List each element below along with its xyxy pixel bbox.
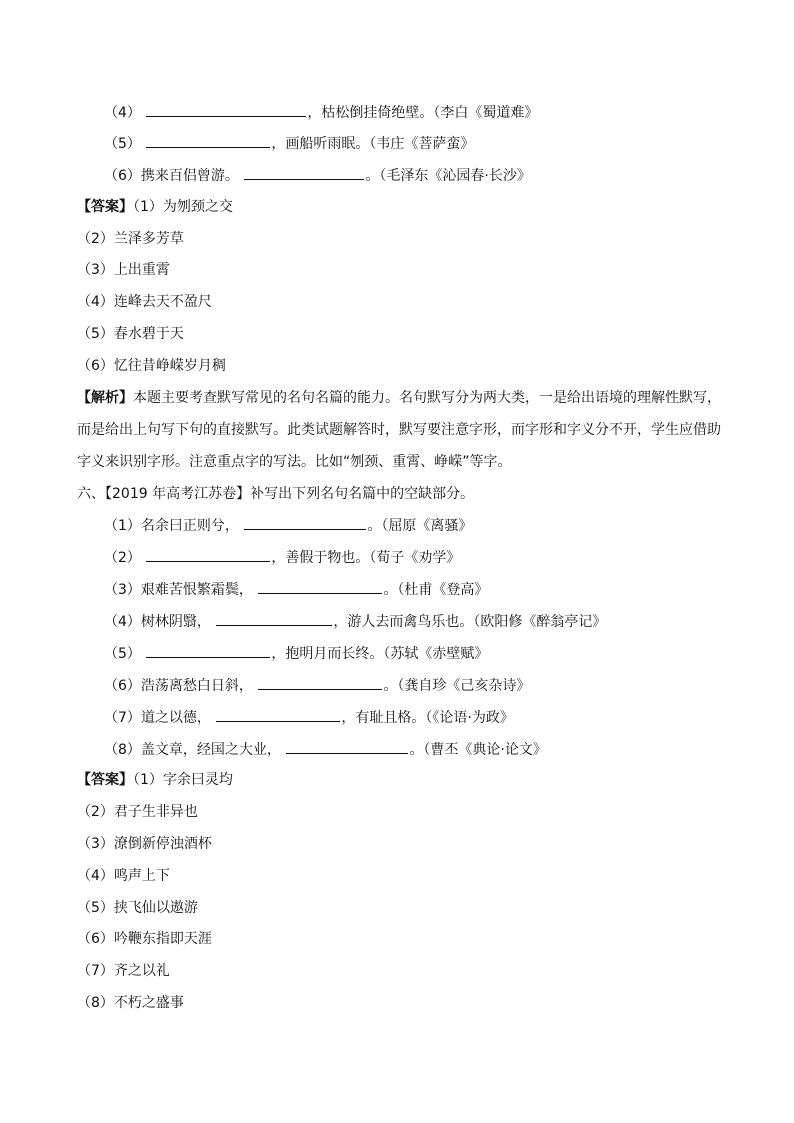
item-number: （8） [104,742,141,758]
question-item [104,548,460,566]
item-text: 。（屈原《离骚》 [367,518,473,534]
blank-line [146,644,270,658]
item-text: 。（毛泽东《沁园春·长沙》 [365,168,531,184]
answer-line: （8）不朽之盛事 [77,995,184,1011]
answer-line: （4）连峰去天不盈尺 [77,294,212,310]
blank-line [244,516,366,530]
analysis-line: 而是给出上句写下句的直接默写。此类试题解答时，默写要注意字形，而字形和字义分不开，学生应借助 [77,422,721,438]
instruction: 补写出下列名句名篇中的空缺部分。 [250,486,475,502]
blank-line [258,580,382,594]
answer-line: （3）潦倒新停浊酒杯 [77,836,212,852]
analysis-line [77,389,721,407]
item-text: 。（曹丕《典论·论文》 [409,742,547,758]
item-text: 。（杜甫《登高》 [383,582,489,598]
item-text-before: 浩荡离愁白日斜， [140,678,253,694]
blank-line [258,676,382,690]
answer-text: （1）字余曰灵均 [133,772,233,788]
question-item [104,676,530,694]
answer-line: （7）齐之以礼 [77,963,170,979]
answer-line: （5）挟飞仙以遨游 [77,900,198,916]
item-number: （1） [104,518,141,534]
item-number: （6） [104,678,141,694]
blank-line [216,612,332,626]
question-item [104,580,488,598]
answer-line [77,198,233,216]
item-text: ，抱明月而长终。（苏轼《赤壁赋》 [271,646,489,662]
answer-line: （6）吟鞭东指即天涯 [77,931,212,947]
question-item [104,134,474,152]
answer-line: （2）君子生非异也 [77,804,198,820]
item-text: ，枯松倒挂倚绝壁。（李白《蜀道难》 [307,105,539,121]
blank-line [244,166,364,180]
item-number: （6） [104,168,141,184]
question-item [104,103,538,121]
section-number: 六、 [77,486,105,502]
item-text: ，画船听雨眠。（韦庄《菩萨蛮》 [271,136,475,152]
exam-source: 【2019 年高考江苏卷】 [105,486,251,502]
item-text-before: 树林阴翳， [140,614,211,630]
blank-line [216,708,340,722]
question-item [104,166,531,184]
blank-line [146,548,270,562]
item-number: （2） [104,550,141,566]
answer-label: 【答案】 [77,772,133,788]
item-text: 。（龚自珍《己亥杂诗》 [383,678,531,694]
answer-line: （2）兰泽多芳草 [77,231,184,247]
question-item [104,612,606,630]
answer-line: （4）鸣声上下 [77,868,170,884]
answer-line: （3）上出重霄 [77,262,170,278]
question-item [104,516,472,534]
item-text: ，游人去而禽鸟乐也。（欧阳修《醉翁亭记》 [333,614,607,630]
item-text-before: 名余曰正则兮， [140,518,239,534]
answer-label: 【答案】 [77,199,133,215]
blank-line [286,740,408,754]
item-number: （4） [104,105,141,121]
question-item [104,740,547,758]
question-item [104,644,488,662]
item-text: ，善假于物也。（荀子《劝学》 [271,550,461,566]
answer-line [77,771,233,789]
answer-line: （5）春水碧于天 [77,326,184,342]
item-number: （4） [104,614,141,630]
item-text-before: 携来百侣曾游。 [140,168,239,184]
section-heading [77,485,474,503]
blank-line [146,103,306,117]
question-item [104,708,514,726]
answer-text: （1）为刎颈之交 [133,199,233,215]
item-number: （7） [104,710,141,726]
item-text: ，有耻且格。（《论语·为政》 [341,710,514,726]
item-text-before: 道之以德， [140,710,211,726]
analysis-text: 本题主要考查默写常见的名句名篇的能力。名句默写分为两大类，一是给出语境的理解性默写， [133,390,721,406]
item-text-before: 盖文章，经国之大业， [140,742,281,758]
item-number: （5） [104,136,141,152]
blank-line [146,134,270,148]
item-text-before: 艰难苦恨繁霜鬓， [140,582,253,598]
analysis-line: 字义来识别字形。注意重点字的写法。比如“刎颈、重霄、峥嵘”等字。 [77,454,512,470]
answer-line: （6）忆往昔峥嵘岁月稠 [77,358,226,374]
item-number: （5） [104,646,141,662]
analysis-label: 【解析】 [77,390,133,406]
item-number: （3） [104,582,141,598]
